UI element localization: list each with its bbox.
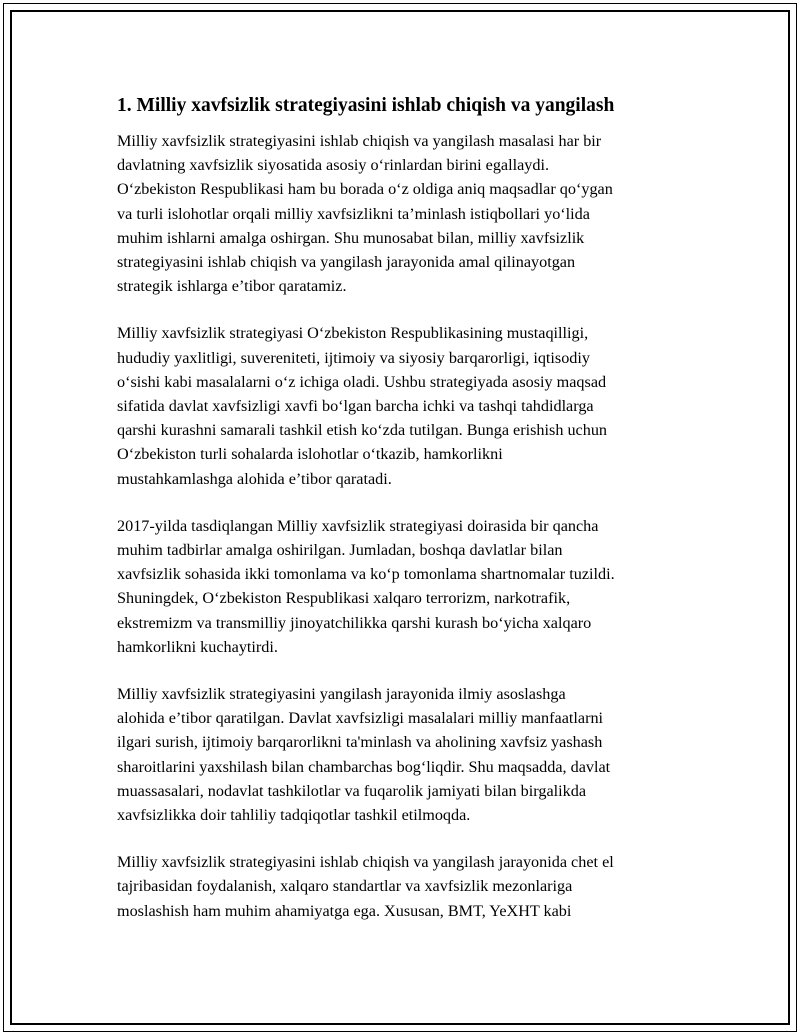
text-line: davlatning xavfsizlik siyosatida asosiy o‘rinlardan birini egallaydi. xyxy=(117,156,550,175)
text-line: va turli islohotlar orqali milliy xavfsizlikni ta’minlash istiqbollari yo‘lida xyxy=(117,204,590,223)
text-line: sifatida davlat xavfsizligi xavfi bo‘lgan barcha ichki va tashqi tahdidlarga xyxy=(117,397,594,416)
text-line: Milliy xavfsizlik strategiyasini ishlab chiqish va yangilash masalasi har bir xyxy=(117,132,602,150)
paragraph xyxy=(117,850,697,923)
paragraph xyxy=(117,129,697,298)
text-line: strategiyasini ishlab chiqish va yangilash jarayonida amal qilinayotgan xyxy=(117,253,576,272)
text-line: o‘sishi kabi masalalarni o‘z ichiga oladi. Ushbu strategiyada asosiy maqsad xyxy=(117,372,607,391)
paragraph xyxy=(117,321,697,490)
text-line: qarshi kurashni samarali tashkil etish ko‘zda tutilgan. Bunga erishish uchun xyxy=(117,421,608,440)
text-line: hududiy yaxlitligi, suvereniteti, ijtimoiy va siyosiy barqarorligi, iqtisodiy xyxy=(117,348,590,367)
text-line: Milliy xavfsizlik strategiyasini ishlab chiqish va yangilash jarayonida chet el xyxy=(117,853,614,872)
text-line: moslashish ham muhim ahamiyatga ega. Xususan, BMT, YeXHT kabi xyxy=(117,901,572,920)
text-line: xavfsizlik sohasida ikki tomonlama va ko‘p tomonlama shartnomalar tuzildi. xyxy=(117,565,615,584)
text-line: O‘zbekiston Respublikasi ham bu borada o‘z oldiga aniq maqsadlar qo‘ygan xyxy=(117,180,613,199)
paragraph xyxy=(117,682,697,827)
text-line: O‘zbekiston turli sohalarda islohotlar o‘tkazib, hamkorlikni xyxy=(117,445,503,464)
text-line: ilgari surish, ijtimoiy barqarorlikni ta'minlash va aholining xavfsiz yashash xyxy=(117,733,603,752)
text-line: tajribasidan foydalanish, xalqaro standartlar va xavfsizlik mezonlariga xyxy=(117,877,573,896)
text-line: ekstremizm va transmilliy jinoyatchilikka qarshi kurash bo‘yicha xalqaro xyxy=(117,613,592,632)
text-line: muassasalari, nodavlat tashkilotlar va fuqarolik jamiyati bilan birgalikda xyxy=(117,781,587,800)
text-line: mustahkamlashga alohida e’tibor qaratadi. xyxy=(117,469,392,488)
text-line: strategik ishlarga e’tibor qaratamiz. xyxy=(117,277,347,296)
text-line: sharoitlarini yaxshilash bilan chambarchas bog‘liqdir. Shu maqsadda, davlat xyxy=(117,757,611,776)
text-line: Milliy xavfsizlik strategiyasi O‘zbekiston Respublikasining mustaqilligi, xyxy=(117,324,589,343)
section-heading: 1. Milliy xavfsizlik strategiyasini ishlab chiqish va yangilash xyxy=(117,95,615,116)
text-line: xavfsizlikka doir tahliliy tadqiqotlar tashkil etilmoqda. xyxy=(117,806,471,825)
text-line: 2017-yilda tasdiqlangan Milliy xavfsizlik strategiyasi doirasida bir qancha xyxy=(117,516,599,535)
text-line: hamkorlikni kuchaytirdi. xyxy=(117,637,278,656)
document-body xyxy=(117,93,697,946)
text-line: Milliy xavfsizlik strategiyasini yangilash jarayonida ilmiy asoslashga xyxy=(117,685,566,704)
text-line: alohida e’tibor qaratilgan. Davlat xavfsizligi masalalari milliy manfaatlarni xyxy=(117,709,604,728)
text-line: muhim ishlarni amalga oshirgan. Shu munosabat bilan, milliy xavfsizlik xyxy=(117,228,585,247)
text-line: Shuningdek, O‘zbekiston Respublikasi xalqaro terrorizm, narkotrafik, xyxy=(117,589,571,608)
paragraph xyxy=(117,514,697,659)
text-line: muhim tadbirlar amalga oshirilgan. Jumladan, boshqa davlatlar bilan xyxy=(117,541,563,560)
